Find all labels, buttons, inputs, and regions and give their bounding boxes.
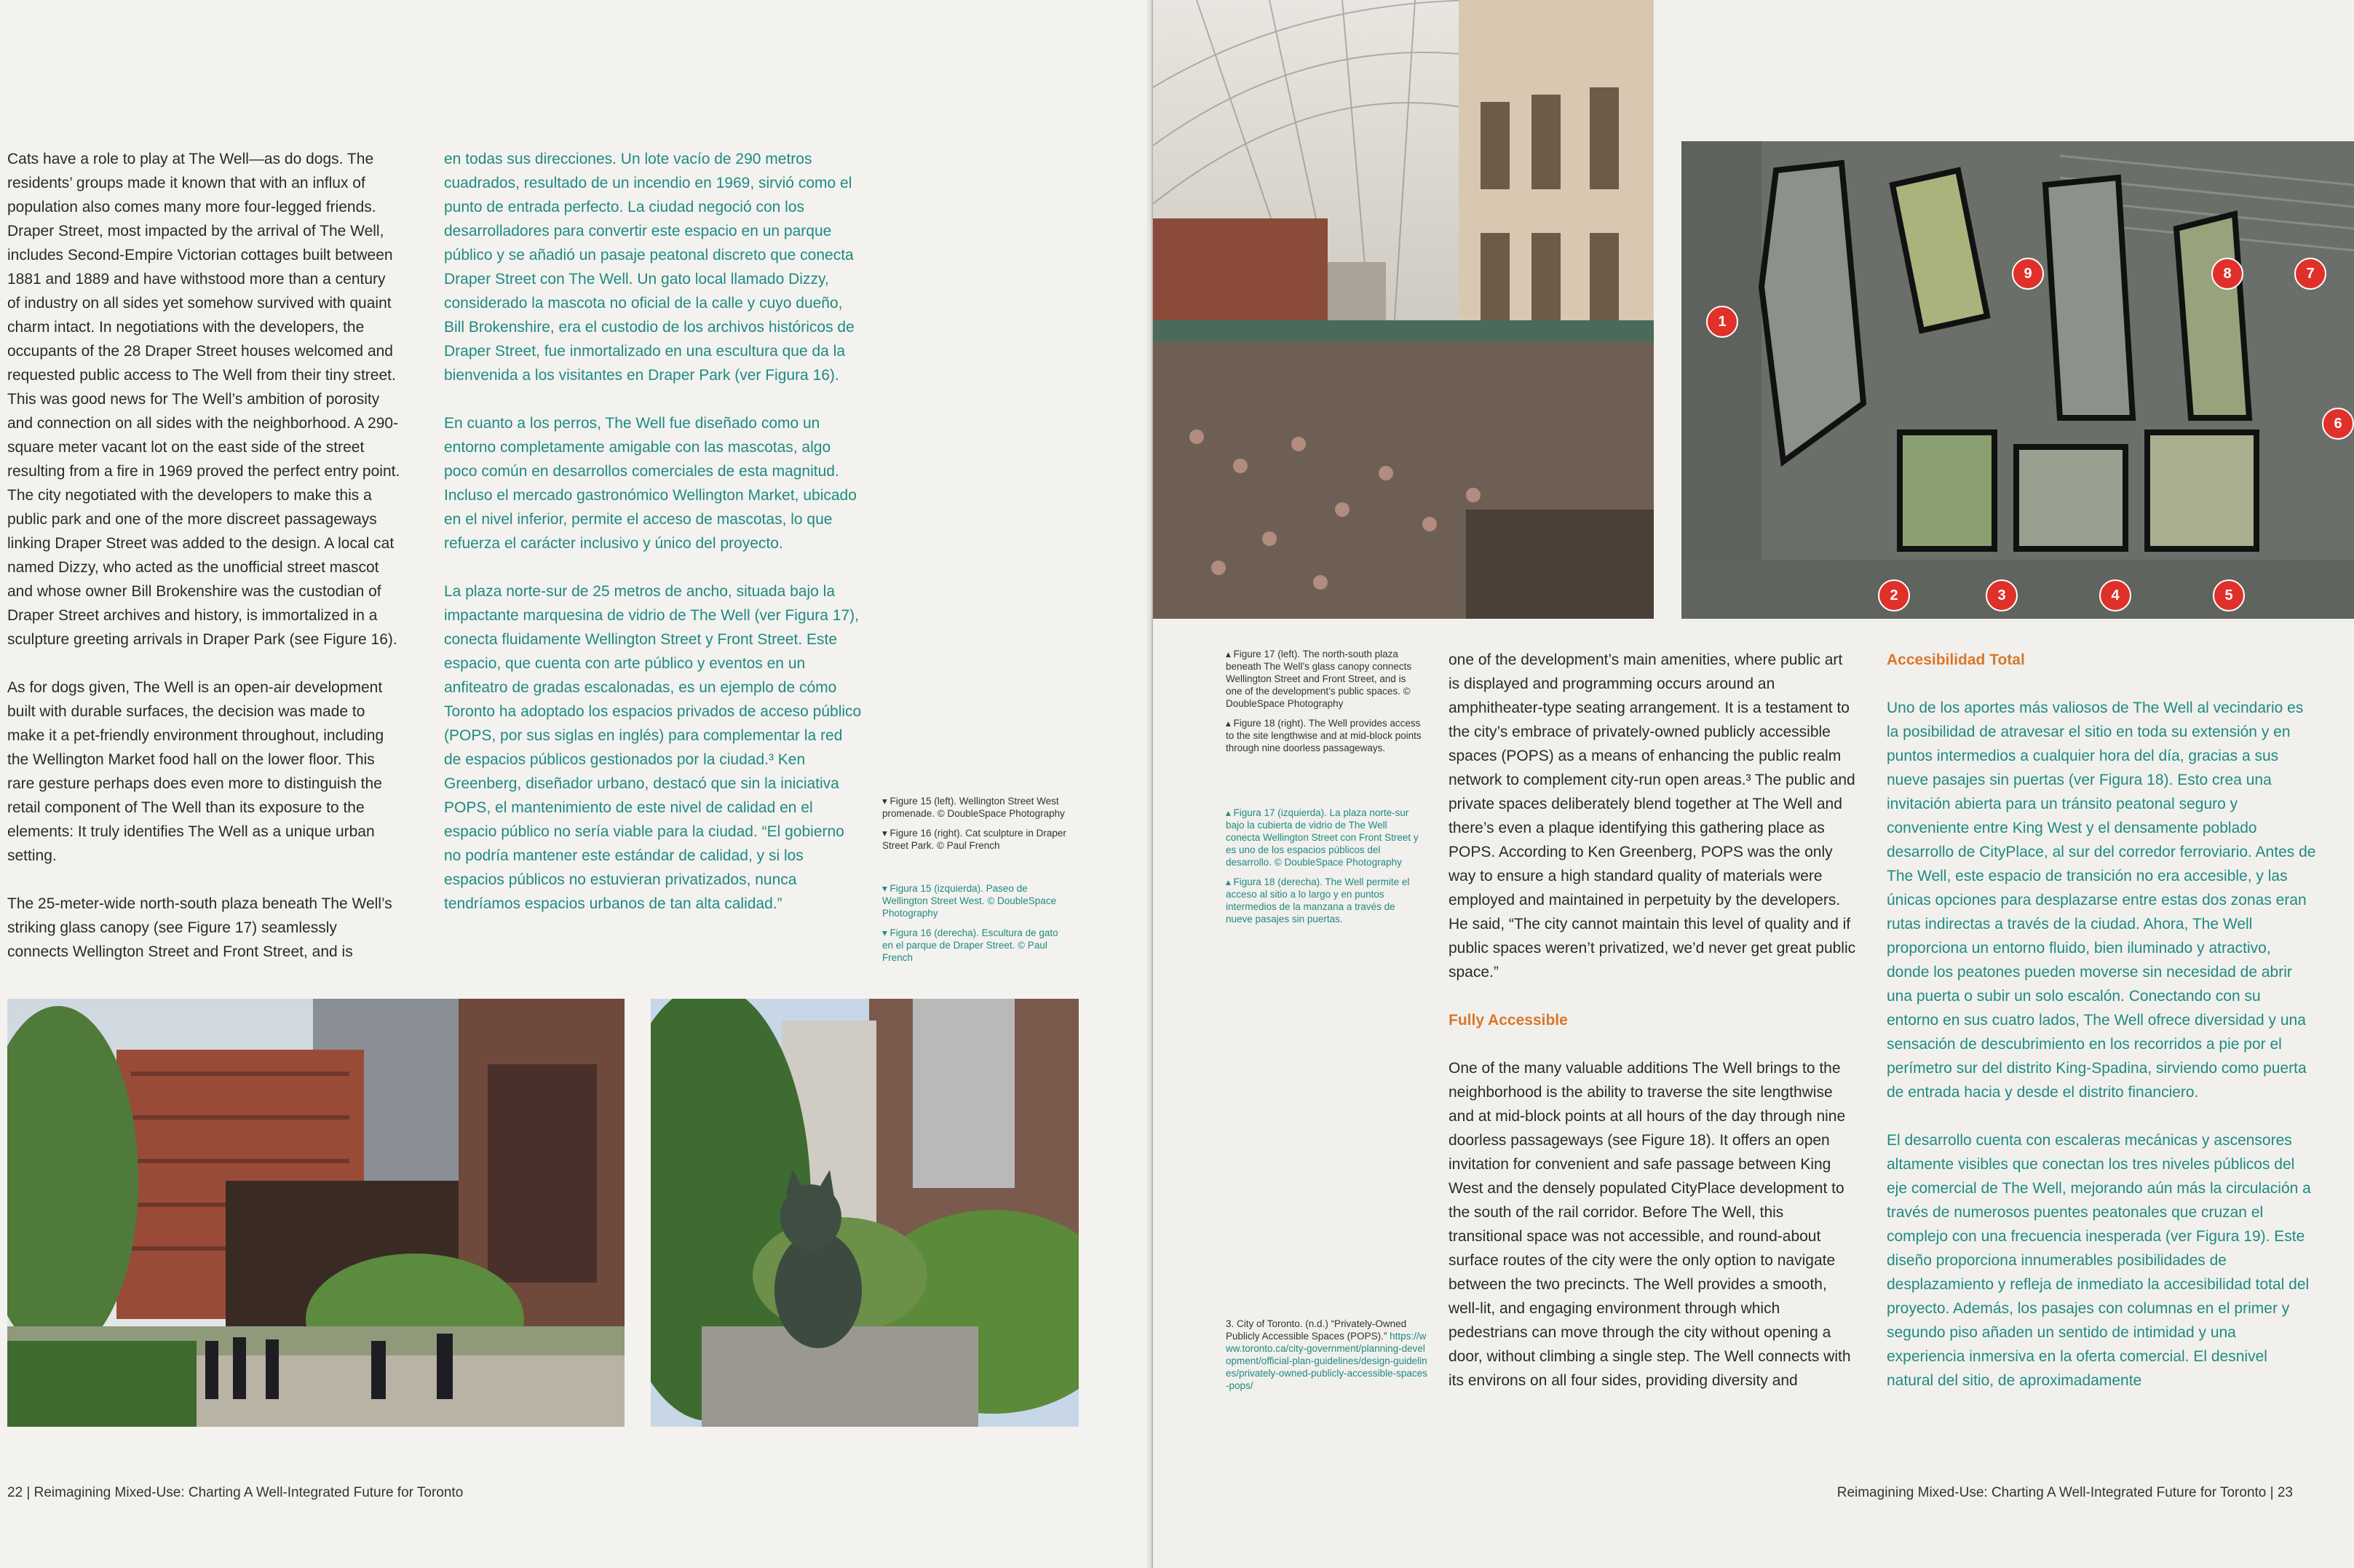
right-page [1153,0,2354,1568]
right-column-english [1449,648,1856,1417]
figure-18-aerial-map [1681,141,2354,619]
right-column-spanish [1887,648,2316,1417]
figure-captions-spanish [1226,807,1422,933]
footnote-text: 3. City of Toronto. (n.d.) “Privately-Owned Publicly Accessible Spaces (POPS).” [1226,1318,1407,1342]
caption: ▴ Figura 17 (izquierda). La plaza norte-sur bajo la cubierta de vidrio de The Well conecta Wellington Street con Front Street y es uno de los espacios públicos del desarrollo. © DoubleSpace Photography [1226,807,1419,868]
paragraph: La plaza norte-sur de 25 metros de ancho, situada bajo la impactante marquesina de vidrio de The Well (ver Figura 17), conecta fluidamente Wellington Street y Front Street. Este espacio, que cuenta con arte público y eventos en un anfiteatro de gradas escalonadas, es un ejemplo de cómo Toronto ha adoptado los espacios privados de acceso público (POPS, por sus siglas en inglés) para complementar la red de espacios públicos gestionados por la ciudad.³ Ken Greenberg, diseñador urbano, destacó que sin la iniciativa POPS, el mantenimiento de este nivel de calidad en el espacio público no sería viable para la ciudad. “El gobierno no podría mantener este estándar de calidad, y si los espacios públicos no estuvieran privatizados, nunca tendríamos espacios urbanos de tan alta calidad.” [444,583,862,912]
paragraph: en todas sus direcciones. Un lote vacío de 290 metros cuadrados, resultado de un incendio en 1969, sirvió como el punto de entrada perfecto. La ciudad negoció con los desarrolladores para convertir este espacio en un parque público y se añadió un pasaje peatonal discreto que conecta Draper Street con The Well. Un gato local llamado Dizzy, considerado la mascota no oficial de la calle y cuyo dueño, Bill Brokenshire, era el custodio de los archivos históricos de Draper Street, fue inmortalizado en una escultura que da la bienvenida a los visitantes en Draper Park (ver Figura 16). [444,151,855,384]
section-heading-accesibilidad-total: Accesibilidad Total [1887,652,2025,668]
paragraph: El desarrollo cuenta con escaleras mecánicas y ascensores altamente visibles que conectan los tres niveles públicos del eje comercial de The Well, mejorando aún más la circulación a través de numerosos puentes peatonales que cruzan el complejo con una frecuencia inesperada (ver Figura 19). Este diseño proporciona innumerables posibilidades de desplazamiento y refleja de inmediato la accesibilidad total del proyecto. Además, los pasajes con columnas en el primer y segundo piso añaden un sentido de intimidad y una experiencia inmersiva en la oferta comercial. El desnivel natural del sitio, de aproximadamente [1887,1132,2311,1389]
section-heading-fully-accessible: Fully Accessible [1449,1012,1568,1029]
page-footer: 22 | Reimagining Mixed-Use: Charting A Well-Integrated Future for Toronto [7,1485,464,1500]
figure-captions-spanish [882,882,1071,971]
footnote [1226,1318,1430,1392]
footnote-link[interactable]: https://www.toronto.ca/city-government/planning-development/official-plan-guidelines/design-guidelines/privately-owned-publicly-accessible-spaces-pops/ [1226,1331,1427,1391]
figure-15-photo [7,999,625,1427]
map-pin: 6 [2322,408,2354,440]
map-pin: 5 [2213,579,2245,611]
left-page [0,0,1152,1568]
paragraph: One of the many valuable additions The Well brings to the neighborhood is the ability to traverse the site lengthwise and at mid-block points at all hours of the day through nine doorless passageways (see Figure 18). It offers an open invitation for convenient and safe passage between King West and the densely populated CityPlace development to the south of the rail corridor. Before The Well, this transitional space was not accessible, and round-about surface routes of the city were the only option to navigate between the two precincts. The Well provides a smooth, well-lit, and engaging environment through which pedestrians can move through the city without opening a door, without climbing a single step. The Well connects with its environs on all four sides, providing diversity and [1449,1060,1851,1389]
caption: ▾ Figure 16 (right). Cat sculpture in Draper Street Park. © Paul French [882,828,1066,851]
figure-17-photo [1153,0,1654,619]
figure-captions-english [1226,648,1422,761]
caption: ▴ Figure 17 (left). The north-south plaza beneath The Well’s glass canopy connects Wellington Street and Front Street, and is one of the development’s public spaces. © DoubleSpace Photography [1226,649,1412,709]
page-footer: Reimagining Mixed-Use: Charting A Well-Integrated Future for Toronto | 23 [1836,1485,2293,1500]
paragraph: Uno de los aportes más valiosos de The Well al vecindario es la posibilidad de atravesar el sitio en toda su extensión y en puntos intermedios a cualquier hora del día, gracias a sus nueve pasajes sin puertas (ver Figura 18). Esto crea una invitación abierta para un tránsito peatonal seguro y conveniente entre King West y el densamente poblado desarrollo de CityPlace, al sur del corredor ferroviario. Antes de The Well, este espacio de transición no era accesible, y las únicas opciones para desplazarse entre estas dos zonas eran rutas indirectas a través de la ciudad. Ahora, The Well proporciona un entorno fluido, bien iluminado y atractivo, donde los peatones pueden moverse sin necesidad de abrir una puerta o subir un solo escalón. Conectando con su entorno en sus cuatro lados, The Well ofrece diversidad y una sensación de descubrimiento en los recorridos a pie por el perímetro sur del distrito King-Spadina, sirviendo como puerta de entrada hacia y desde el distrito financiero. [1887,700,2316,1101]
map-pin: 8 [2211,258,2243,290]
map-pin: 7 [2294,258,2326,290]
paragraph: The 25-meter-wide north-south plaza beneath The Well’s striking glass canopy (see Figure 17) seamlessly connects Wellington Street and Front Street, and is [7,895,392,960]
figure-16-photo [651,999,1079,1427]
paragraph: En cuanto a los perros, The Well fue diseñado como un entorno completamente amigable con las mascotas, algo poco común en desarrollos comerciales de esta magnitud. Incluso el mercado gastronómico Wellington Market, ubicado en el nivel inferior, permite el acceso de mascotas, lo que refuerza el carácter inclusivo y único del proyecto. [444,415,857,552]
caption: ▴ Figure 18 (right). The Well provides access to the site lengthwise and at mid-block points through nine doorless passageways. [1226,718,1422,753]
left-column-spanish [444,147,863,940]
caption: ▾ Figura 15 (izquierda). Paseo de Wellington Street West. © DoubleSpace Photography [882,883,1057,919]
map-pin: 9 [2012,258,2044,290]
paragraph: Cats have a role to play at The Well—as do dogs. The residents’ groups made it known that with an influx of population also comes many more four-legged friends. Draper Street, most impacted by the arrival of The Well, includes Second-Empire Victorian cottages built between 1881 and 1889 and have withstood more than a century of industry on all sides yet somehow survived with quaint charm intact. In negotiations with the developers, the occupants of the 28 Draper Street houses welcomed and requested public access to The Well from their tiny street. This was good news for The Well’s ambition of porosity and connection on all sides with the neighborhood. A 290-square meter vacant lot on the east side of the street resulting from a fire in 1969 proved the perfect entry point. The city negotiated with the developers to make this a public park and one of the more discreet passageways linking Draper Street was added to the design. A local cat named Dizzy, who acted as the unofficial street mascot and whose owner Bill Brokenshire was the custodian of Draper Street archives and history, is immortalized in a sculpture greeting arrivals in Draper Park (see Figure 16). [7,151,400,648]
figure-captions-english [882,795,1071,859]
map-pin: 2 [1878,579,1910,611]
caption: ▾ Figure 15 (left). Wellington Street West promenade. © DoubleSpace Photography [882,796,1065,819]
caption: ▴ Figura 18 (derecha). The Well permite el acceso al sitio a lo largo y en puntos intermedios de la manzana a través de nueve pasajes sin puertas. [1226,876,1410,924]
map-pin: 4 [2099,579,2131,611]
paragraph: one of the development’s main amenities, where public art is displayed and programming occurs around an amphitheater-type seating arrangement. It is a testament to the city’s embrace of privately-owned publicly accessible spaces (POPS) as a means of enhancing the public realm network to complement city-run open areas.³ The public and private spaces deliberately blend together at The Well and there’s even a plaque identifying this gathering place as POPS. According to Ken Greenberg, POPS was the only way to ensure a high standard quality of materials were employed and maintained in perpetuity by the developers. He said, “The city cannot maintain this level of quality and if public spaces weren’t privatized, we’d never get great public space.” [1449,652,1856,981]
paragraph: As for dogs given, The Well is an open-air development built with durable surfaces, the decision was made to make it a pet-friendly environment throughout, including the Wellington Market food hall on the lower floor. This rare gesture perhaps does even more to distinguish the retail component of The Well than its exposure to the elements: It truly identifies The Well as a unique urban setting. [7,679,384,864]
caption: ▾ Figura 16 (derecha). Escultura de gato en el parque de Draper Street. © Paul French [882,927,1058,963]
left-column-english [7,147,400,988]
map-pin: 3 [1986,579,2018,611]
map-pin: 1 [1706,306,1738,338]
